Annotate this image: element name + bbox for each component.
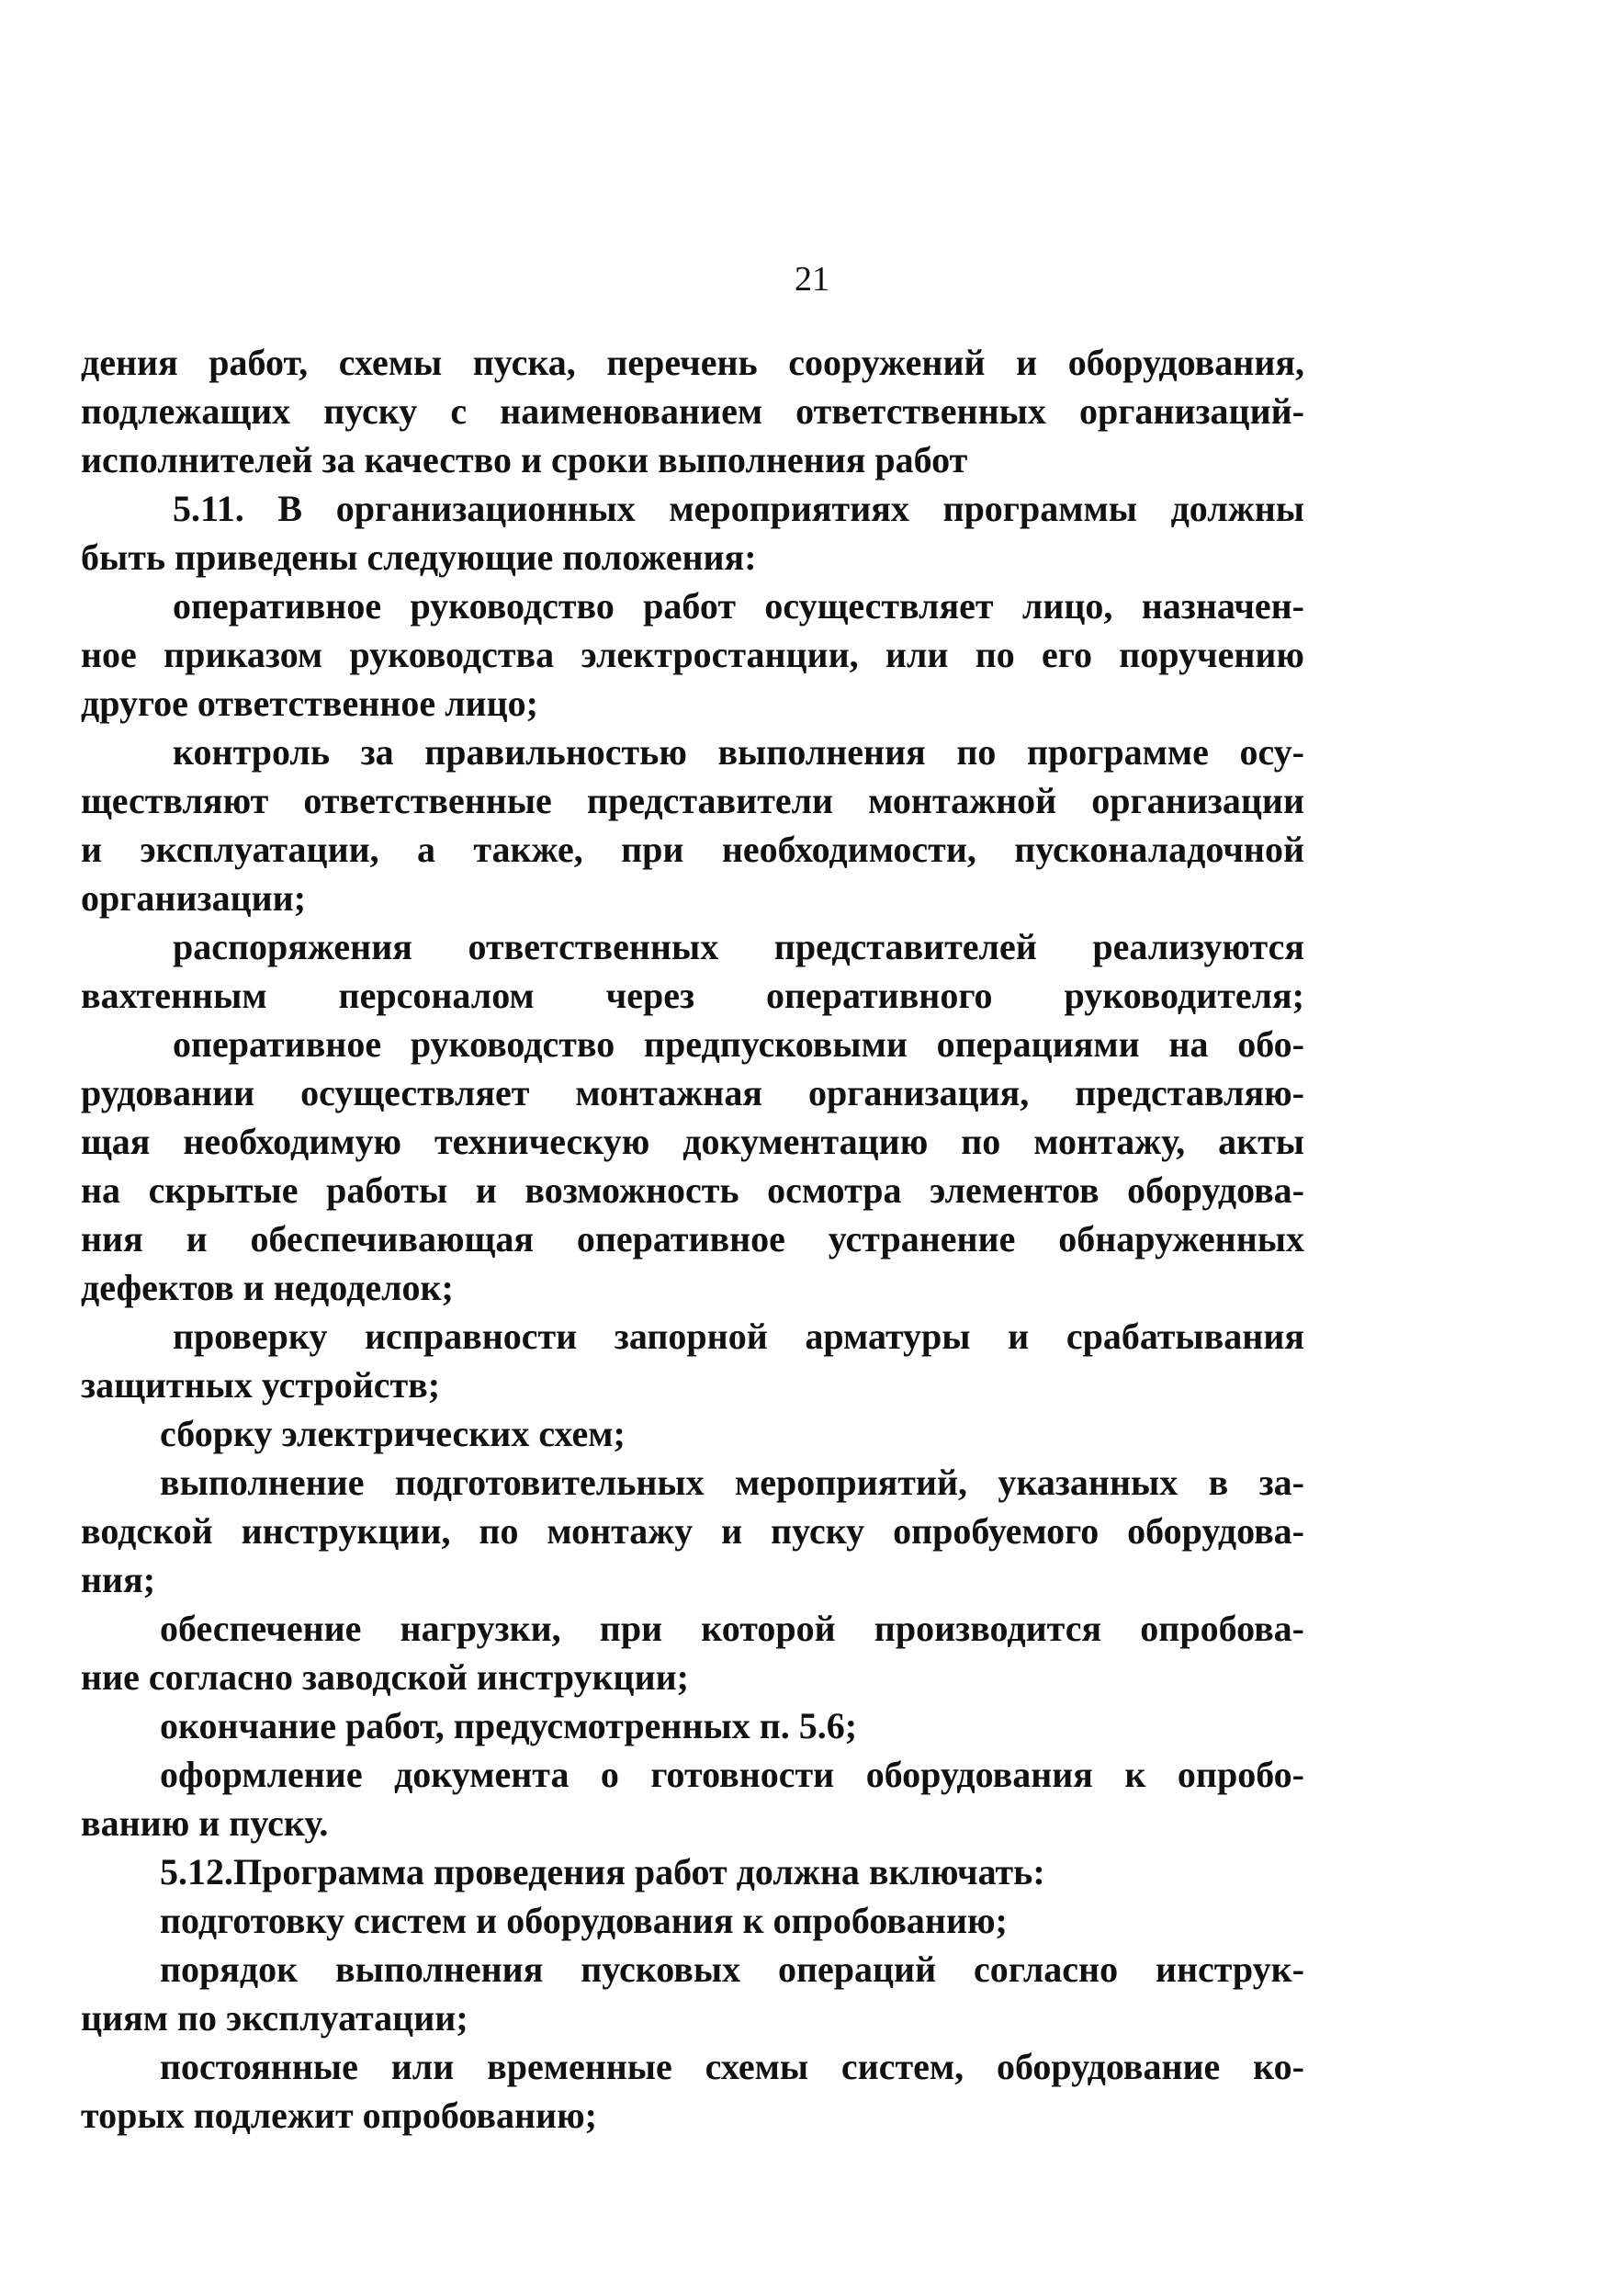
section-heading-5-11: 5.11. В организационных мероприятиях программы должны <box>173 488 1304 529</box>
text-line: проверку исправности запорной арматуры и срабатывания <box>173 1316 1304 1357</box>
text-line: циям по эксплуатации; <box>81 1997 468 2039</box>
text-line: порядок выполнения пусковых операций согласно инструк- <box>160 1948 1304 1990</box>
text-line: подлежащих пуску с наименованием ответственных организаций- <box>81 390 1304 432</box>
text-line: оформление документа о готовности оборудования к опробо- <box>160 1754 1304 1795</box>
text-line: другое ответственное лицо; <box>81 683 538 724</box>
text-line: исполнителей за качество и сроки выполнения работ <box>81 439 968 480</box>
text-line: на скрытые работы и возможность осмотра элементов оборудова- <box>81 1169 1304 1211</box>
section-heading-5-12: 5.12.Программа проведения работ должна включать: <box>160 1851 1045 1892</box>
text-line: контроль за правильностью выполнения по программе осу- <box>173 731 1304 773</box>
text-line: окончание работ, предусмотренных п. 5.6; <box>160 1705 858 1746</box>
text-line: дения работ, схемы пуска, перечень сооружений и оборудования, <box>81 342 1304 383</box>
text-line: быть приведены следующие положения: <box>81 537 757 578</box>
page-number: 21 <box>795 260 829 299</box>
text-line: подготовку систем и оборудования к опробованию; <box>160 1900 1008 1941</box>
text-line: обеспечение нагрузки, при которой производится опробова- <box>160 1608 1304 1649</box>
text-line: выполнение подготовительных мероприятий, указанных в за- <box>160 1462 1304 1503</box>
text-line: сборку электрических схем; <box>160 1413 626 1454</box>
text-line: постоянные или временные схемы систем, оборудование ко- <box>160 2046 1304 2087</box>
text-line: водской инструкции, по монтажу и пуску опробуемого оборудова- <box>81 1510 1304 1552</box>
text-line: дефектов и недоделок; <box>81 1267 454 1308</box>
text-line: ное приказом руководства электростанции, или по его поручению <box>81 634 1304 675</box>
text-line: ние согласно заводской инструкции; <box>81 1656 689 1698</box>
text-line: и эксплуатации, а также, при необходимости, пусконаладочной <box>81 829 1304 870</box>
text-line: ния и обеспечивающая оперативное устранение обнаруженных <box>81 1218 1304 1259</box>
text-line: ния; <box>81 1559 156 1600</box>
text-line: щая необходимую техническую документацию по монтажу, акты <box>81 1121 1304 1162</box>
text-line: рудовании осуществляет монтажная организация, представляю- <box>81 1072 1304 1113</box>
text-line: организации; <box>81 877 307 919</box>
text-line: торых подлежит опробованию; <box>81 2095 597 2136</box>
text-line: оперативное руководство предпусковыми операциями на обо- <box>173 1023 1304 1065</box>
text-line: ванию и пуску. <box>81 1802 329 1844</box>
text-line: вахтенным персоналом через оперативного руководителя; <box>81 975 1304 1016</box>
text-line: ществляют ответственные представители монтажной организации <box>81 780 1304 821</box>
text-line: распоряжения ответственных представителей реализуются <box>173 926 1304 967</box>
text-line: защитных устройств; <box>81 1364 441 1406</box>
document-body <box>81 338 1304 2140</box>
text-line: оперативное руководство работ осуществляет лицо, назначен- <box>173 585 1304 627</box>
